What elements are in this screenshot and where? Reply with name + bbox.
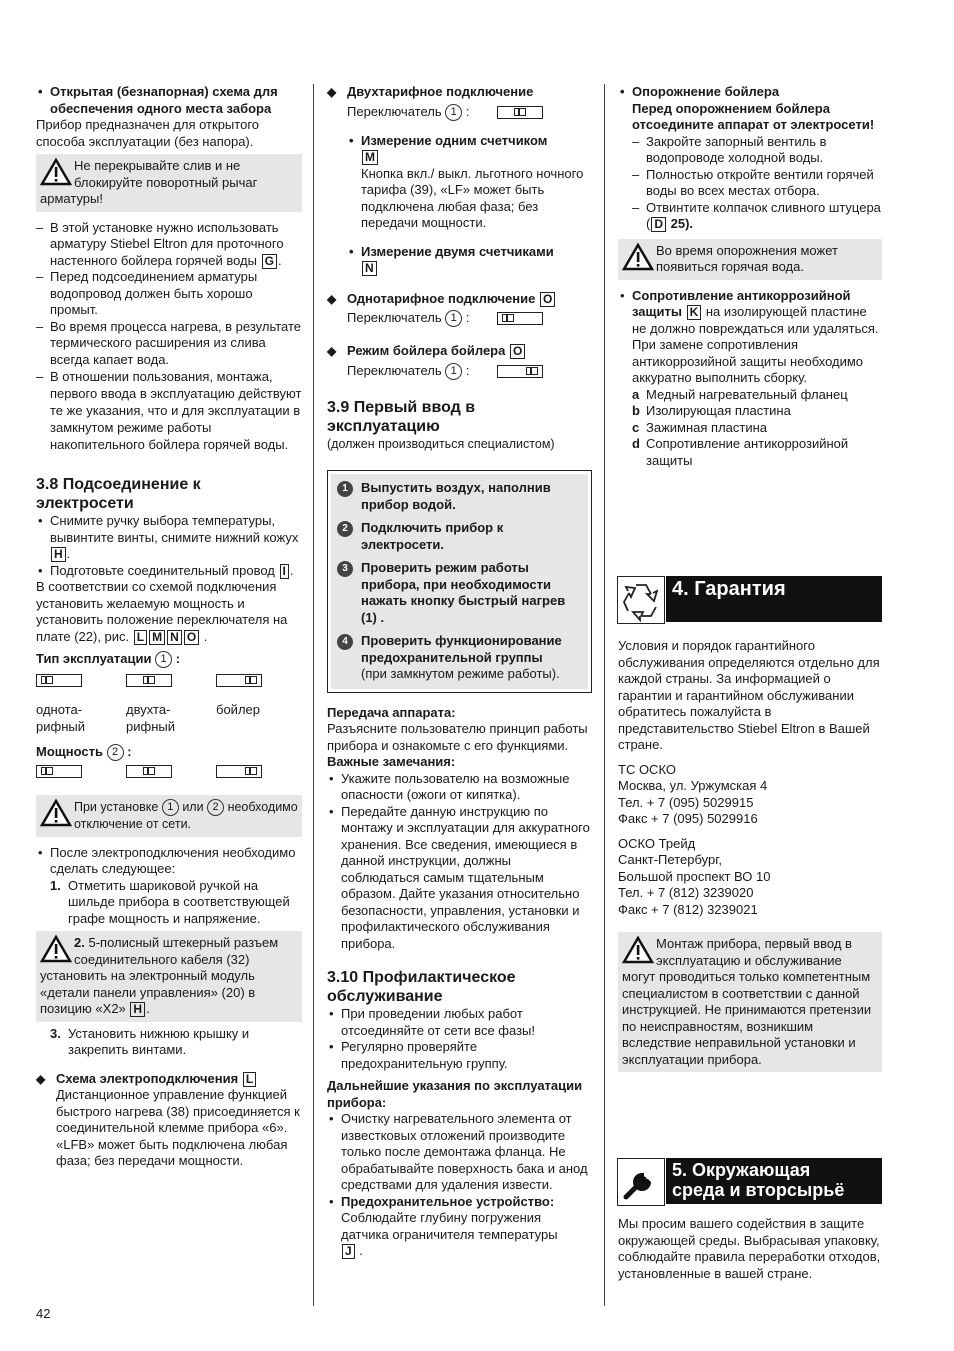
step-3: 3 Проверить режим работы прибора, при необходимости нажать кнопку быстрый нагрев (1) . (337, 560, 582, 626)
scheme-title: ◆ Схема электроподключения L (36, 1071, 302, 1088)
switch-icon (497, 106, 543, 119)
power-label: Мощность 2 : (36, 744, 302, 761)
switch-icon (216, 765, 262, 778)
address-1: ТС ОСКО Москва, ул. Уржумская 4 Тел. + 7 (095) 5029915 Факс + 7 (095) 5029916 (618, 761, 768, 826)
switch-icon (126, 674, 172, 687)
numbered-item: 3. Установить нижнюю крышку и закрепить винтами. (50, 1025, 250, 1058)
meter-one-title: • Измерение одним счетчиком (347, 133, 592, 150)
notes-title: Важные замечания: (327, 754, 456, 770)
page-number: 42 (36, 1306, 51, 1321)
warning-drain: Не перекрывайте слив и не блокируйте поворотный рычаг арматуры! (36, 154, 302, 212)
paragraph: В соответствии со схемой подключения установить желаемую мощность и установить положение переключателя на плате (22), рис. L M N O . (36, 579, 288, 644)
list-item: – Во время процесса нагрева, в результате термического расширения из слива всегда капает вода. (36, 319, 302, 369)
figure-ref-m: M (362, 150, 378, 165)
column-divider (313, 84, 314, 1306)
meter-two-title: • Измерение двумя счетчиками (347, 244, 592, 261)
section-3-8-heading: 3.8 Подсоединение к электросети (36, 476, 201, 512)
anti-corrosion-item: • Сопротивление антикоррозийной защиты K на изолирующей пластине не должно повреждаться или удаляться. При замене сопротивления антикоррозийной защиты необходимо аккуратно выполнить сборку. (618, 288, 882, 387)
list-item: – Перед подсоединением арматуры водопровод должен быть хорошо промыт. (36, 269, 302, 319)
open-scheme-title: • Открытая (безнапорная) схема для обеспечения одного места забора (36, 84, 302, 117)
list-item: – Полностью откройте вентили горячей воды во всех местах отбора. (632, 167, 882, 200)
boiler-mode-title: ◆ Режим бойлера бойлера O (327, 343, 592, 360)
figure-ref-h: H (51, 547, 66, 562)
warranty-text: Условия и порядок гарантийного обслуживания определяются отдельно для каждой страны. За информацией о гарантии и гарантийном обслуживании обратитесь пожалуйста в представительство Stiebel Eltron в Вашей стране. ТС ОСКО Москва, ул. Уржумская 4 Тел. + 7 (095) 5029915 Факс + 7 (095) 5029916 ОСКО Трейд Санкт-Петербург, Большой проспект ВО 10 Тел. + 7 (812) 3239020 Факс + 7 (812) 3239021 Монтаж прибора, первый ввод в эксплуатацию и обслуживание могут проводиться только компетентным специалистом в соответствии с данной инструкцией. Не принимаются претензии по неисправностям, возникшим вследствие неправильной установки и эксплуатации прибора. (618, 638, 882, 1072)
warning-installation: Монтаж прибора, первый ввод в эксплуатацию и обслуживание могут проводиться только компетентным специалистом в соответствии с данной инструкцией. Не принимаются претензии по неисправностям, возникшим вследствие неправильной установки и эксплуатации прибора. (618, 932, 882, 1072)
column-2 (327, 84, 592, 1260)
further-title: Дальнейшие указания по эксплуатации прибора: (327, 1078, 583, 1110)
environment-text: Мы просим вашего содействия в защите окружающей среды. Выбрасывая упаковку, соблюдайте правила переработки отходов, установленные в вашей стране. (618, 1216, 881, 1281)
list-item: • Снимите ручку выбора температуры, вывинтите винты, снимите нижний кожух H . (36, 513, 302, 563)
parts-list: a Медный нагревательный фланец b Изолирующая пластина c Зажимная пластина d Сопротивление антикоррозийной защиты (632, 386, 849, 468)
two-tariff-title: ◆ Двухтарифное подключение (327, 84, 592, 101)
switch-icon (126, 765, 172, 778)
section-5-heading: 5. Окружающая среда и вторсырьё (666, 1158, 882, 1204)
list-item: • Передайте данную инструкцию по монтажу и эксплуатации для аккуратного хранения. Все сведения, имеющиеся в данной инструкции, должны соблюдаться самым тщательным образом. Дайте указания относительно безопасности, управления, установки и профилактического обслуживания прибора. (327, 804, 592, 953)
steps-box (327, 470, 592, 693)
switch-row: Переключатель 1 : (327, 310, 592, 327)
warning-icon (40, 799, 72, 827)
figure-ref-i: I (280, 564, 289, 579)
type-labels: однота- рифный двухта- рифный бойлер (36, 702, 260, 734)
switch-icon (36, 674, 82, 687)
open-scheme-text: Прибор предназначен для открытого способа эксплуатации (без напора). (36, 117, 259, 149)
one-tariff-title: ◆ Однотарифное подключение O (327, 291, 592, 308)
list-item: • При проведении любых работ отсоединяйте от сети все фазы! (327, 1006, 592, 1039)
figure-ref-n: N (362, 261, 377, 276)
section-4-heading: 4. Гарантия (666, 576, 882, 622)
column-3 (618, 84, 882, 469)
step-2: 2 Подключить прибор к электросети. (337, 520, 582, 553)
section-3-10-heading: 3.10 Профилактическое обслуживание (327, 969, 516, 1006)
list-item: – В отношении пользования, монтажа, первого ввода в эксплуатацию действуют те же указания, что и для эксплуатации в замкнутом режиме работы накопительного бойлера горячей воды. (36, 368, 302, 453)
list-item: • Очистку нагревательного элемента от известковых отложений производите только после демонтажа фланца. Не обрабатывайте поверхность бака и анод средствами для удаления извести. (327, 1111, 592, 1194)
type-label: Тип эксплуатации 1 : (36, 651, 302, 668)
section-3-9-heading: 3.9 Первый ввод в эксплуатацию (327, 398, 476, 435)
scheme-text: Дистанционное управление функцией быстрого нагрева (38) присоединяется к соединительной клемме прибора «6». «LFB» может быть подключена любая фаза; без передачи мощности. (56, 1087, 300, 1169)
column-1 (36, 84, 302, 1170)
switch-icon (216, 674, 262, 687)
warning-connector: 2. 5-полисный штекерный разъем соединительного кабеля (32) установить на электронный модуль «детали панели управления» (20) в позицию «X2» H . (36, 931, 302, 1022)
warning-icon (40, 935, 72, 963)
column-divider (604, 84, 605, 1306)
warning-hot-water: Во время опорожнения может появиться горячая вода. (618, 239, 882, 280)
handover-title: Передача аппарата: (327, 704, 456, 720)
drain-title: • Опорожнение бойлера Перед опорожнением бойлера отсоедините аппарат от электросети! (618, 84, 882, 134)
warning-icon (622, 243, 654, 271)
meter-one-text: Кнопка вкл./ выкл. льготного ночного тарифа (39), «LF» может быть подключена любая фаза; без передачи мощности. (361, 165, 584, 231)
warning-icon (622, 936, 654, 964)
list-item: • Предохранительное устройство: Соблюдайте глубину погружения датчика ограничителя температуры J . (327, 1194, 592, 1260)
power-switches (36, 765, 302, 795)
wrench-icon (617, 1158, 665, 1206)
list-item: – Закройте запорный вентиль в водопроводе холодной воды. (632, 134, 882, 167)
switch-row: Переключатель 1 : (327, 104, 592, 121)
switch-icon (497, 365, 543, 378)
list-item: – В этой установке нужно использовать арматуру Stiebel Eltron для проточного настенного бойлера горячей воды G . (36, 220, 302, 270)
list-item: – Отвинтите колпачок сливного штуцера ( D 25). (632, 200, 882, 233)
step-4: 4 Проверить функционирование предохранительной группы (при замкнутом режиме работы). (337, 633, 582, 683)
numbered-item: 1. Отметить шариковой ручкой на шильде прибора в соответствующей графе мощность и напряжение. (50, 877, 290, 926)
figure-ref-g: G (262, 254, 277, 269)
address-2: ОСКО Трейд Санкт-Петербург, Большой проспект ВО 10 Тел. + 7 (812) 3239020 Факс + 7 (812) 3239021 (618, 835, 771, 917)
list-item: • Регулярно проверяйте предохранительную группу. (327, 1039, 592, 1072)
type-switches (36, 674, 302, 702)
switch-icon (497, 312, 543, 325)
switch-icon (36, 765, 82, 778)
warning-disconnect: При установке 1 или 2 необходимо отключение от сети. (36, 795, 302, 837)
list-item: • Подготовьте соединительный провод I . (36, 563, 302, 580)
list-item: • После электроподключения необходимо сделать следующее: (36, 845, 302, 878)
warning-icon (40, 158, 72, 186)
recycle-icon (617, 576, 665, 624)
step-1: 1 Выпустить воздух, наполнив прибор водой. (337, 480, 582, 513)
section-3-9-subtitle: (должен производиться специалистом) (327, 436, 555, 451)
handover-text: Разъясните пользователю принцип работы прибора и ознакомьте с его функциями. (327, 721, 588, 753)
switch-row: Переключатель 1 : (327, 363, 592, 380)
list-item: • Укажите пользователю на возможные опасности (ожоги от кипятка). (327, 771, 592, 804)
